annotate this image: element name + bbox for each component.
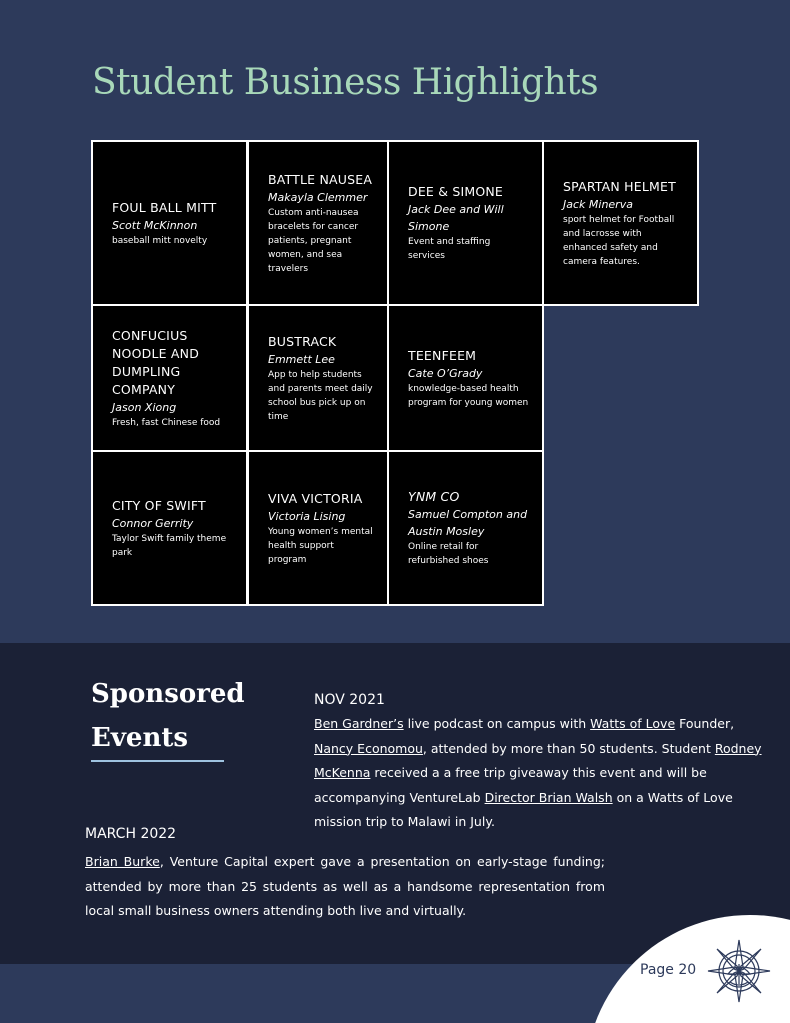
compass-rose-icon [706,938,772,1004]
event-link[interactable]: Rodney McKenna [314,740,762,780]
event-description [85,850,605,924]
business-owner: Cate O’Grady [408,366,483,380]
business-description: Fresh, fast Chinese food [112,417,221,428]
business-owner: Jack Minerva [563,197,633,211]
event-date: MARCH 2022 [85,826,177,842]
page-title: Student Business Highlights [92,62,599,103]
business-card [247,450,389,606]
business-owner: Connor Gerrity [112,516,194,530]
business-card [247,304,389,452]
business-card [91,304,248,452]
event-text: on a Watts of Love mission trip to Malawi in July. [314,789,733,829]
event-date: NOV 2021 [314,692,385,708]
business-description: Custom anti-nausea bracelets for cancer patients, pregnant women, and sea travelers [268,207,359,274]
business-name: CITY OF SWIFT [112,497,206,513]
business-description: sport helmet for Football and lacrosse with enhanced safety and camera features. [563,214,675,267]
business-name: CONFUCIUS NOODLE AND DUMPLING COMPANY [112,327,200,397]
business-description: Event and staffing services [408,237,491,261]
event-text: , Venture Capital expert gave a presentation on early-stage funding; attended by more than 25 students as well as a handsome representation from local small business owners attending both live and virtually. [85,854,605,918]
business-owner: Samuel Compton and Austin Mosley [408,508,528,538]
business-card [387,450,544,606]
event-text: Founder, [675,716,735,731]
event-link[interactable]: Nancy Economou [314,740,423,756]
business-owner: Makayla Clemmer [268,190,368,204]
business-name: DEE & SIMONE [408,184,504,199]
business-description: baseball mitt novelty [112,235,208,246]
business-description: knowledge-based health program for young women [408,383,529,408]
event-text: , attended by more than 50 students. Student [422,740,715,756]
business-card [542,140,699,306]
business-description: Online retail for refurbished shoes [408,542,489,566]
event-link[interactable]: Watts of Love [590,716,676,731]
business-name: BUSTRACK [268,333,337,349]
business-owner: Jack Dee and Will Simone [408,203,504,233]
event-link[interactable]: Director Brian Walsh [484,789,613,805]
business-owner: Jason Xiong [112,400,177,414]
business-description: Taylor Swift family theme park [112,533,227,558]
sponsored-events-title: Sponsored Events [91,679,245,753]
business-name: FOUL BALL MITT [112,199,217,215]
business-name: TEENFEEM [408,347,477,363]
page-number: Page 20 [640,962,697,978]
business-card [387,140,544,306]
event-text: live podcast on campus with [403,716,591,731]
event-description [314,712,764,835]
business-name: VIVA VICTORIA [268,490,363,506]
business-description: Young women’s mental health support program [268,526,373,565]
business-owner: Victoria Lising [268,509,346,523]
business-owner: Emmett Lee [268,352,335,366]
business-card [247,140,389,306]
event-link[interactable]: Ben Gardner’s [314,716,404,731]
title-underline [91,760,224,762]
business-owner: Scott McKinnon [112,218,198,232]
business-card [387,304,544,452]
business-name: BATTLE NAUSEA [268,171,373,187]
business-name: SPARTAN HELMET [563,178,676,194]
business-card [91,140,248,306]
event-text: received a a free trip giveaway this event and will be accompanying VentureLab [314,765,707,805]
event-link[interactable]: Brian Burke [85,854,160,869]
business-description: App to help students and parents meet daily school bus pick up on time [268,369,373,422]
business-card [91,450,248,606]
business-name: YNM CO [408,489,460,504]
